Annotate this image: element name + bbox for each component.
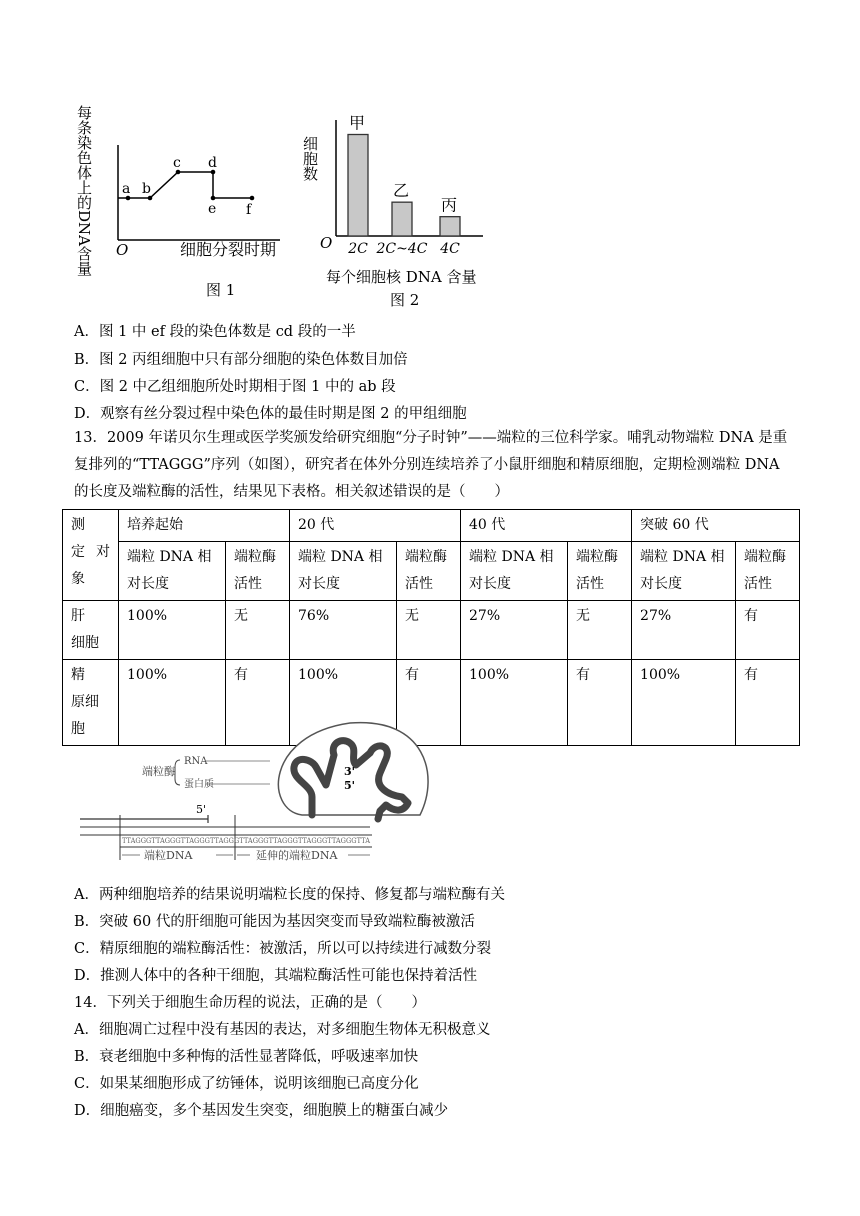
fig2-xlabel: 每个细胞核 DNA 含量 <box>326 268 477 286</box>
fig1-caption: 图 1 <box>206 281 236 299</box>
fig2-caption: 图 2 <box>390 291 420 309</box>
table-cell: 76% <box>290 601 397 660</box>
fig1-point-f: f <box>246 202 252 218</box>
fig1-point-a: a <box>122 181 131 197</box>
fig1-point-b: b <box>142 181 151 197</box>
extended-dna-label: 延伸的端粒DNA <box>256 849 338 862</box>
fig2-ylabel: 细胞数 <box>301 136 319 181</box>
sub-header-activity: 端粒酶活性 <box>568 542 632 601</box>
q14-option-a: A．细胞凋亡过程中没有基因的表达，对多细胞生物体无积极意义 <box>74 1022 491 1038</box>
fig1-point-d: d <box>208 155 217 171</box>
sub-header-activity: 端粒酶活性 <box>397 542 461 601</box>
fig2-bar-label-1: 乙 <box>393 181 410 201</box>
table-cell: 有 <box>397 660 461 746</box>
dna-sequence: TTAGGGTTAGGGTTAGGGTTAGGGTTAGGGTTAGGGTTAGGGTTAGGGTTA <box>122 837 371 845</box>
table-cell: 100% <box>119 601 226 660</box>
end-5-inner-label: 5' <box>344 779 356 792</box>
sub-header-length: 端粒 DNA 相对长度 <box>632 542 736 601</box>
stage-header: 20 代 <box>290 510 461 542</box>
fig2-origin: O <box>320 234 333 252</box>
table-cell: 无 <box>568 601 632 660</box>
table-corner: 测 定对象 <box>63 510 119 601</box>
experiment-table <box>62 509 800 746</box>
sub-header-length: 端粒 DNA 相对长度 <box>290 542 397 601</box>
q12-option-c: C．图 2 中乙组细胞所处时期相于图 1 中的 ab 段 <box>74 379 396 395</box>
enzyme-label: 端粒酶 <box>142 765 175 778</box>
table-cell: 100% <box>290 660 397 746</box>
sub-header-activity: 端粒酶活性 <box>226 542 290 601</box>
stage-header: 培养起始 <box>119 510 290 542</box>
table-cell: 27% <box>461 601 568 660</box>
end-5-outer-label: 5' <box>196 803 207 816</box>
protein-label: 蛋白质 <box>184 779 214 790</box>
fig2-tick-label-0: 2C <box>348 241 368 257</box>
table-cell: 有 <box>736 660 800 746</box>
telomerase-diagram <box>80 715 460 865</box>
figure-2 <box>298 100 498 315</box>
q12-option-d: D．观察有丝分裂过程中染色体的最佳时期是图 2 的甲组细胞 <box>74 406 467 422</box>
fig1-xlabel: 细胞分裂时期 <box>180 240 277 259</box>
fig1-curve <box>118 172 252 198</box>
table-row <box>63 601 800 660</box>
q14-option-b: B．衰老细胞中多种悔的活性显著降低，呼吸速率加快 <box>74 1049 419 1065</box>
q14-stem: 14．下列关于细胞生命历程的说法，正确的是（ ） <box>74 995 426 1011</box>
rna-label: RNA <box>184 756 208 767</box>
fig1-origin: O <box>116 241 129 259</box>
fig1-point-c: c <box>173 155 181 171</box>
fig1-ylabel: 每条染色体上的DNA含量 <box>75 105 93 276</box>
row-name: 精 原细胞 <box>63 660 119 746</box>
table-cell: 100% <box>632 660 736 746</box>
table-cell: 100% <box>119 660 226 746</box>
table-cell: 100% <box>461 660 568 746</box>
table-cell: 无 <box>397 601 461 660</box>
q13-stem: 13．2009 年诺贝尔生理或医学奖颁发给研究细胞“分子时钟”——端粒的三位科学家。哺乳动物端粒 DNA 是重复排列的“TTAGGG”序列（如图），研究者在体外分别连续培养了小鼠肝细胞和精原细胞，定期检测端粒 DNA 的长度及端粒酶的活性，结果见下表格。相关叙述错误的是（ ） <box>74 430 788 500</box>
stage-header: 突破 60 代 <box>632 510 800 542</box>
q14-option-c: C．如果某细胞形成了纺锤体，说明该细胞已高度分化 <box>74 1076 419 1092</box>
stage-header: 40 代 <box>461 510 632 542</box>
figure-1 <box>70 95 290 315</box>
fig2-bar-0 <box>348 135 368 237</box>
table-cell: 有 <box>226 660 290 746</box>
q13-option-a: A．两种细胞培养的结果说明端粒长度的保持、修复都与端粒酶有关 <box>74 887 505 903</box>
q12-option-b: B．图 2 丙组细胞中只有部分细胞的染色体数目加倍 <box>74 352 408 368</box>
fig2-bar-label-0: 甲 <box>349 113 366 133</box>
q13-option-d: D．推测人体中的各种干细胞，其端粒酶活性可能也保持着活性 <box>74 968 478 984</box>
table-cell: 无 <box>226 601 290 660</box>
end-3-label: 3' <box>344 765 356 778</box>
row-name: 肝 细胞 <box>63 601 119 660</box>
q12-option-a: A．图 1 中 ef 段的染色体数是 cd 段的一半 <box>74 324 356 340</box>
table-cell: 有 <box>568 660 632 746</box>
fig2-bar-label-2: 丙 <box>441 195 458 215</box>
sub-header-activity: 端粒酶活性 <box>736 542 800 601</box>
table-cell: 27% <box>632 601 736 660</box>
fig2-bar-1 <box>392 202 412 236</box>
q13-option-c: C．精原细胞的端粒酶活性：被激活，所以可以持续进行减数分裂 <box>74 941 492 957</box>
sub-header-length: 端粒 DNA 相对长度 <box>119 542 226 601</box>
telomere-dna-label: 端粒DNA <box>144 849 193 862</box>
table-cell: 有 <box>736 601 800 660</box>
q14-option-d: D．细胞癌变，多个基因发生突变，细胞膜上的糖蛋白减少 <box>74 1103 449 1119</box>
fig1-point-e: e <box>208 201 217 217</box>
sub-header-length: 端粒 DNA 相对长度 <box>461 542 568 601</box>
fig2-bar-2 <box>440 217 460 236</box>
q13-option-b: B．突破 60 代的肝细胞可能因为基因突变而导致端粒酶被激活 <box>74 914 475 930</box>
fig2-tick-label-2: 4C <box>440 241 460 257</box>
fig2-tick-label-1: 2C~4C <box>376 241 428 257</box>
